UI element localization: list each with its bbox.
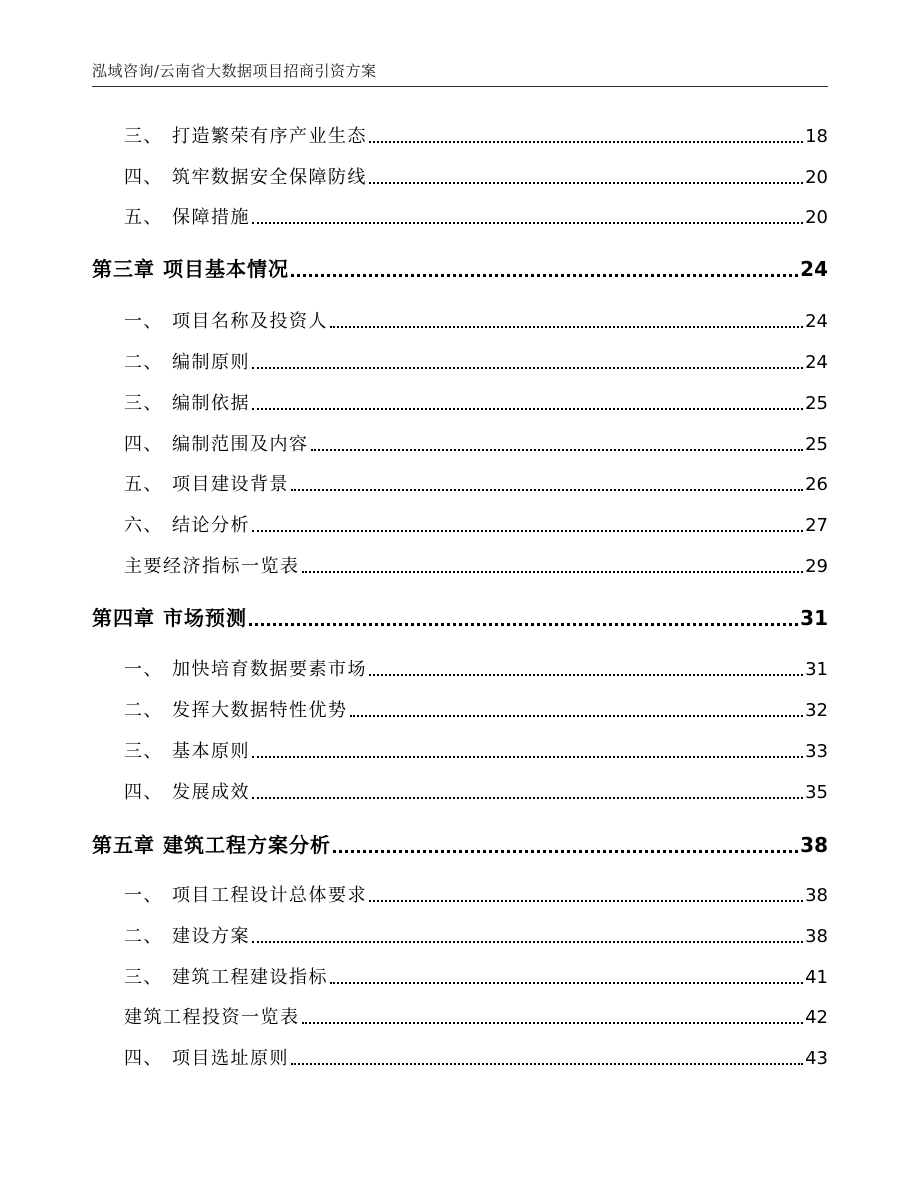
- toc-entry-number: 三、: [124, 393, 163, 414]
- toc-entry-title: 发展成效: [172, 782, 250, 803]
- toc-chapter-entry[interactable]: [92, 829, 828, 858]
- toc-page-number: 31: [805, 659, 828, 680]
- toc-page-number: 24: [805, 311, 828, 332]
- toc-entry-title: 项目工程设计总体要求: [172, 885, 367, 906]
- toc-entry-title: 基本原则: [172, 741, 250, 762]
- toc-section-entry[interactable]: [124, 203, 828, 229]
- dot-leader: [252, 408, 803, 410]
- toc-entry-label: [124, 778, 250, 804]
- toc-entry-title: 打造繁荣有序产业生态: [172, 126, 367, 147]
- toc-entry-number: 二、: [124, 700, 163, 721]
- toc-page-number: 35: [805, 782, 828, 803]
- toc-page-number: 31: [800, 606, 828, 630]
- toc-page-number: 43: [805, 1048, 828, 1069]
- toc-entry-title: 编制原则: [172, 352, 250, 373]
- toc-entry-title: 主要经济指标一览表: [124, 556, 300, 577]
- toc-entry-title: 结论分析: [172, 515, 250, 536]
- dot-leader: [369, 900, 803, 902]
- header-rule: [92, 86, 828, 87]
- dot-leader: [302, 571, 804, 573]
- toc-entry-label: [124, 511, 250, 537]
- toc-page-number: 26: [805, 474, 828, 495]
- toc-entry-number: 五、: [124, 207, 163, 228]
- toc-page-number: 24: [800, 257, 828, 281]
- toc-entry-label: [124, 389, 250, 415]
- dot-leader: [252, 941, 803, 943]
- toc-entry-title: 第五章 建筑工程方案分析: [92, 833, 331, 857]
- toc-page-number: 25: [805, 393, 828, 414]
- toc-entry-title: 项目建设背景: [172, 474, 289, 495]
- toc-entry-label: [124, 122, 367, 148]
- toc-section-entry[interactable]: [124, 552, 828, 578]
- toc-entry-label: [124, 470, 289, 496]
- dot-leader: [291, 489, 803, 491]
- toc-page-number: 38: [800, 833, 828, 857]
- toc-section-entry[interactable]: [124, 470, 828, 496]
- toc-entry-label: [124, 963, 328, 989]
- toc-entry-title: 建筑工程建设指标: [172, 967, 328, 988]
- toc-entry-number: 三、: [124, 126, 163, 147]
- dot-leader: [252, 222, 803, 224]
- toc-entry-title: 项目选址原则: [172, 1048, 289, 1069]
- toc-entry-number: 四、: [124, 782, 163, 803]
- toc-entry-title: 筑牢数据安全保障防线: [172, 167, 367, 188]
- toc-entry-number: 四、: [124, 1048, 163, 1069]
- dot-leader: [350, 715, 804, 717]
- toc-page-number: 27: [805, 515, 828, 536]
- dot-leader: [291, 274, 798, 277]
- dot-leader: [311, 449, 804, 451]
- dot-leader: [252, 367, 803, 369]
- toc-page-number: 25: [805, 434, 828, 455]
- toc-section-entry[interactable]: [124, 881, 828, 907]
- toc-section-entry[interactable]: [124, 511, 828, 537]
- dot-leader: [249, 623, 798, 626]
- toc-section-entry[interactable]: [124, 1003, 828, 1029]
- dot-leader: [369, 141, 803, 143]
- toc-page-number: 33: [805, 741, 828, 762]
- dot-leader: [252, 756, 803, 758]
- toc-entry-title: 第四章 市场预测: [92, 606, 247, 630]
- toc-entry-number: 一、: [124, 659, 163, 680]
- dot-leader: [252, 530, 803, 532]
- toc-entry-label: [124, 737, 250, 763]
- toc-entry-number: 六、: [124, 515, 163, 536]
- toc-entry-title: 建设方案: [172, 926, 250, 947]
- toc-entry-label: [92, 829, 331, 858]
- toc-section-entry[interactable]: [124, 307, 828, 333]
- toc-entry-title: 发挥大数据特性优势: [172, 700, 348, 721]
- toc-entry-number: 五、: [124, 474, 163, 495]
- toc-section-entry[interactable]: [124, 389, 828, 415]
- toc-entry-label: [124, 348, 250, 374]
- toc-section-entry[interactable]: [124, 1044, 828, 1070]
- toc-entry-number: 四、: [124, 167, 163, 188]
- toc-entry-title: 编制范围及内容: [172, 434, 309, 455]
- dot-leader: [330, 326, 803, 328]
- toc-entry-number: 二、: [124, 926, 163, 947]
- dot-leader: [291, 1063, 803, 1065]
- toc-entry-label: [124, 881, 367, 907]
- toc-page-number: 38: [805, 926, 828, 947]
- toc-chapter-entry[interactable]: [92, 253, 828, 282]
- toc-entry-number: 三、: [124, 967, 163, 988]
- toc-entry-title: 第三章 项目基本情况: [92, 257, 289, 281]
- dot-leader: [302, 1022, 804, 1024]
- toc-entry-title: 建筑工程投资一览表: [124, 1007, 300, 1028]
- toc-section-entry[interactable]: [124, 430, 828, 456]
- toc-entry-title: 加快培育数据要素市场: [172, 659, 367, 680]
- toc-entry-label: [124, 655, 367, 681]
- dot-leader: [252, 797, 803, 799]
- toc-entry-title: 项目名称及投资人: [172, 311, 328, 332]
- toc-page-number: 20: [805, 207, 828, 228]
- toc-section-entry[interactable]: [124, 922, 828, 948]
- toc-entry-label: [124, 1003, 300, 1029]
- toc-entry-label: [124, 922, 250, 948]
- toc-section-entry[interactable]: [124, 696, 828, 722]
- toc-section-entry[interactable]: [124, 348, 828, 374]
- toc-page-number: 18: [805, 126, 828, 147]
- toc-page-number: 29: [805, 556, 828, 577]
- toc-page-number: 42: [805, 1007, 828, 1028]
- toc-chapter-entry[interactable]: [92, 602, 828, 631]
- dot-leader: [369, 674, 803, 676]
- toc-entry-label: [92, 253, 289, 282]
- toc-section-entry[interactable]: [124, 963, 828, 989]
- dot-leader: [369, 182, 803, 184]
- toc-page-number: 20: [805, 167, 828, 188]
- toc-page-number: 24: [805, 352, 828, 373]
- toc-entry-label: [124, 430, 309, 456]
- toc-entry-number: 二、: [124, 352, 163, 373]
- toc-entry-title: 编制依据: [172, 393, 250, 414]
- toc-section-entry[interactable]: [124, 778, 828, 804]
- dot-leader: [330, 982, 803, 984]
- toc-entry-number: 四、: [124, 434, 163, 455]
- toc-section-entry[interactable]: [124, 163, 828, 189]
- toc-entry-label: [124, 1044, 289, 1070]
- dot-leader: [333, 850, 798, 853]
- toc-entry-label: [124, 203, 250, 229]
- toc-entry-label: [124, 163, 367, 189]
- toc-entry-title: 保障措施: [172, 207, 250, 228]
- toc-entry-number: 一、: [124, 885, 163, 906]
- toc-section-entry[interactable]: [124, 737, 828, 763]
- toc-entry-label: [92, 602, 247, 631]
- toc-entry-number: 三、: [124, 741, 163, 762]
- toc-page-number: 32: [805, 700, 828, 721]
- toc-entry-label: [124, 307, 328, 333]
- toc-page-number: 41: [805, 967, 828, 988]
- toc-section-entry[interactable]: [124, 122, 828, 148]
- toc-page-number: 38: [805, 885, 828, 906]
- toc-entry-label: [124, 696, 348, 722]
- running-header: 泓域咨询/云南省大数据项目招商引资方案: [92, 62, 377, 80]
- toc-entry-label: [124, 552, 300, 578]
- toc-section-entry[interactable]: [124, 655, 828, 681]
- toc-entry-number: 一、: [124, 311, 163, 332]
